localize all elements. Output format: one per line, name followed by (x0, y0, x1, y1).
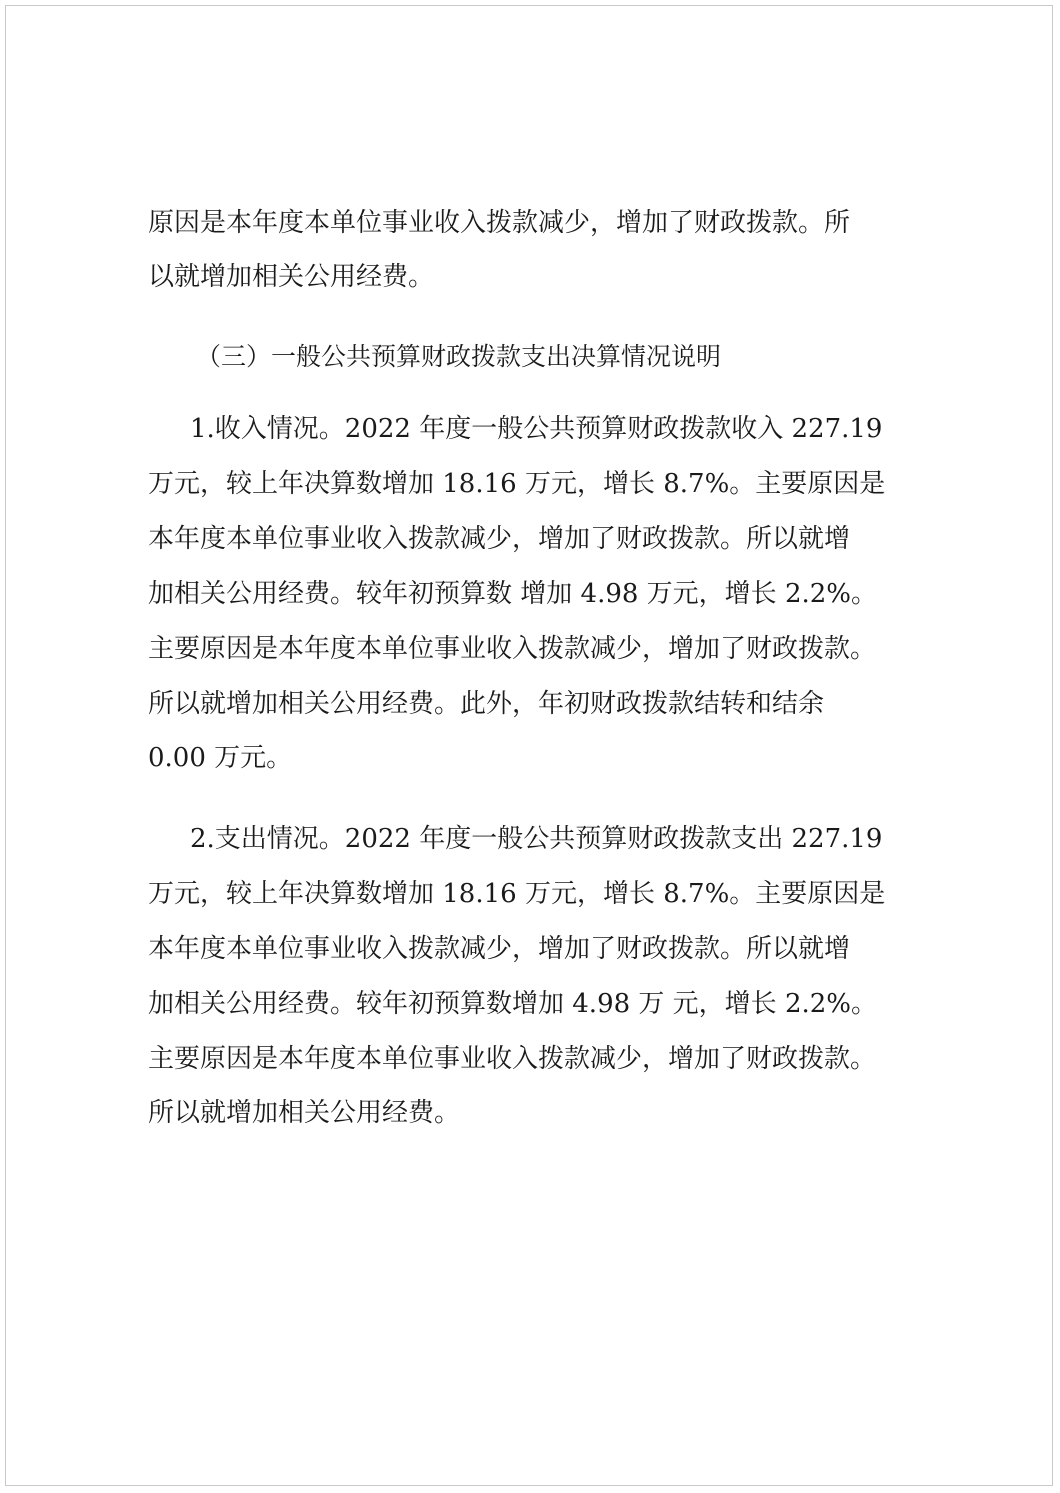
paragraph-line: 0.00 万元。 (148, 743, 293, 773)
paragraph-line: 所以就增加相关公用经费。 (148, 1098, 461, 1128)
paragraph-line: 所以就增加相关公用经费。此外，年初财政拨款结转和结余 (148, 689, 825, 719)
paragraph-line: 加相关公用经费。较年初预算数 增加 4.98 万元，增长 2.2%。 (148, 579, 878, 609)
section-heading: （三）一般公共预算财政拨款支出决算情况说明 (196, 342, 722, 371)
paragraph-line: 本年度本单位事业收入拨款减少，增加了财政拨款。所以就增 (148, 934, 851, 964)
paragraph-line: 主要原因是本年度本单位事业收入拨款减少，增加了财政拨款。 (148, 634, 877, 664)
paragraph-line: 原因是本年度本单位事业收入拨款减少，增加了财政拨款。所 (148, 208, 851, 238)
paragraph-line: 1.收入情况。2022 年度一般公共预算财政拨款收入 227.19 (190, 414, 883, 444)
paragraph-line: 加相关公用经费。较年初预算数增加 4.98 万 元，增长 2.2%。 (148, 989, 878, 1019)
paragraph-line: 本年度本单位事业收入拨款减少，增加了财政拨款。所以就增 (148, 524, 851, 554)
paragraph-line: 万元，较上年决算数增加 18.16 万元，增长 8.7%。主要原因是 (148, 469, 886, 499)
document-page (5, 5, 1053, 1486)
paragraph-line: 主要原因是本年度本单位事业收入拨款减少，增加了财政拨款。 (148, 1044, 877, 1074)
paragraph-line: 万元，较上年决算数增加 18.16 万元，增长 8.7%。主要原因是 (148, 879, 886, 909)
paragraph-line: 以就增加相关公用经费。 (148, 262, 435, 292)
paragraph-line: 2.支出情况。2022 年度一般公共预算财政拨款支出 227.19 (190, 824, 883, 854)
